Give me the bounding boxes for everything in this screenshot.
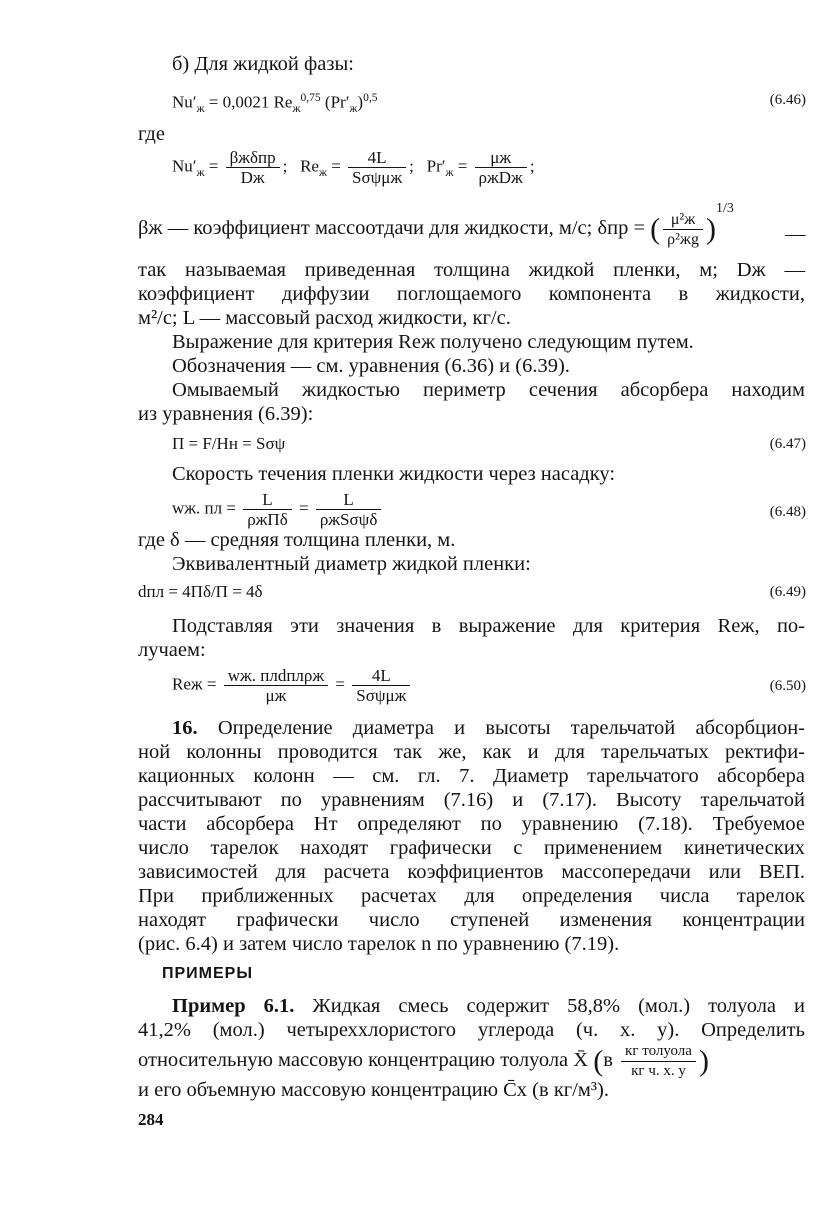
paragraph-16-line-5: части абсорбера Hт определяют по уравнению (7.18). Требуемое: [138, 813, 805, 835]
paragraph-16-line-9: находят графически число ступеней изменения концентрации: [138, 909, 805, 931]
paragraph-16-line-3: кационных колонн — см. гл. 7. Диаметр тарельчатого абсорбера: [138, 765, 805, 787]
where-label: где: [138, 123, 165, 145]
definitions-row: $Nu'_ж$ = βжδпр Dж ; $Re_ж$ = 4L Sσψμж ; $Pr'_ж$ = μж ρжDж ;: [172, 148, 535, 187]
equation-6-48: wж. пл = L ρжПδ = L ρжSσψδ: [172, 490, 384, 529]
eq46-tail: (Pr′: [324, 92, 350, 112]
eq50-fraction-2: 4L Sσψμж: [352, 666, 410, 705]
eq46-exp2: 0,5: [363, 91, 378, 104]
text-line-9: где δ — средняя толщина пленки, м.: [138, 529, 456, 551]
paragraph-16-line-2: ной колонны проводится так же, как и для тарельчатых ректифи-: [138, 741, 805, 763]
liquid-phase-heading: б) Для жидкой фазы:: [172, 53, 354, 75]
text-line-5: Обозначения — см. уравнения (6.36) и (6.39).: [172, 355, 570, 377]
equation-6-50: Reж = wж. плdплρж μж = 4L Sσψμж: [172, 666, 413, 705]
text-line-6: Омываемый жидкостью периметр сечения абсорбера находим: [172, 379, 805, 401]
eq48-fraction-2: L ρжSσψδ: [316, 490, 382, 529]
delta-fraction: μ²ж ρ²жg: [663, 210, 703, 249]
eq-number-6-46: (6.46): [769, 92, 806, 108]
nu-symbol: Nu′: [172, 92, 197, 112]
equation-6-49: dпл = 4Пδ/П = 4δ: [138, 582, 263, 601]
section-heading: ПРИМЕРЫ: [162, 965, 254, 982]
text-line-10: Эквивалентный диаметр жидкой пленки:: [172, 553, 531, 575]
equation-6-47: П = F/Hн = Sσψ: [172, 434, 286, 453]
text-line-4: Выражение для критерия Reж получено следующим путем.: [172, 331, 694, 353]
eq-number-6-50: (6.50): [769, 678, 806, 694]
example-line-1: Пример 6.1. Жидкая смесь содержит 58,8% (мол.) толуола и: [172, 995, 805, 1017]
page-number: 284: [138, 1110, 164, 1129]
text-line-3: м²/с; L — массовый расход жидкости, кг/с.: [138, 307, 511, 329]
text-line-8: Скорость течения пленки жидкости через насадку:: [172, 463, 616, 485]
beta-definition: βж — коэффициент массоотдачи для жидкости, м/с; δпр = ( μ²ж ρ²жg )$^{1/3}$: [138, 201, 734, 248]
example-line-2: 41,2% (мол.) четыреххлористого углерода (ч. х. у). Определить: [138, 1019, 805, 1041]
text-line-1: так называемая приведенная толщина жидкой пленки, м; Dж —: [138, 259, 805, 281]
eq-number-6-49: (6.49): [769, 584, 806, 600]
paragraph-16-line-6: число тарелок находят графически с применением кинетических: [138, 837, 805, 859]
eq46-exp1: 0,75: [300, 91, 321, 104]
eq50-fraction-1: wж. плdплρж μж: [224, 666, 328, 705]
eq-number-6-47: (6.47): [769, 436, 806, 452]
re-fraction: 4L Sσψμж: [348, 148, 406, 187]
text-line-12: лучаем:: [138, 639, 206, 661]
text-line-2: коэффициент диффузии поглощаемого компонента в жидкости,: [138, 283, 805, 305]
paragraph-16-line-1: 16. Определение диаметра и высоты тарельчатой абсорбцион-: [172, 717, 806, 739]
paragraph-16-line-4: рассчитывают по уравнениям (7.16) и (7.17). Высоту тарельчатой: [138, 789, 805, 811]
units-fraction: кг толуола кг ч. х. у: [621, 1042, 696, 1081]
eq-number-6-48: (6.48): [769, 504, 806, 520]
paragraph-16-line-8: При приближенных расчетах для определения числа тарелок: [138, 885, 805, 907]
eq46-rhs: = 0,0021 Re: [204, 92, 293, 112]
example-line-3: относительную массовую концентрацию толуола X̄ (в кг толуола кг ч. х. у ): [138, 1043, 709, 1079]
text-line-7: из уравнения (6.39):: [138, 403, 314, 425]
eq48-fraction-1: L ρжПδ: [243, 490, 292, 529]
example-line-4: и его объемную массовую концентрацию C̄x (в кг/м³).: [138, 1079, 609, 1101]
nu-fraction: βжδпр Dж: [226, 148, 280, 187]
pr-fraction: μж ρжDж: [475, 148, 527, 187]
equation-6-46: $Nu'_ж = 0,0021$ $Re_ж^{0,75}$ $(Pr'_ж)^{0,5}$: [172, 91, 378, 116]
paragraph-16-line-7: зависимостей для расчета коэффициентов массопередачи или ВЕП.: [138, 861, 805, 883]
text-line-11: Подставляя эти значения в выражение для критерия Reж, по-: [172, 615, 805, 637]
paragraph-16-line-10: (рис. 6.4) и затем число тарелок n по уравнению (7.19).: [138, 933, 620, 955]
